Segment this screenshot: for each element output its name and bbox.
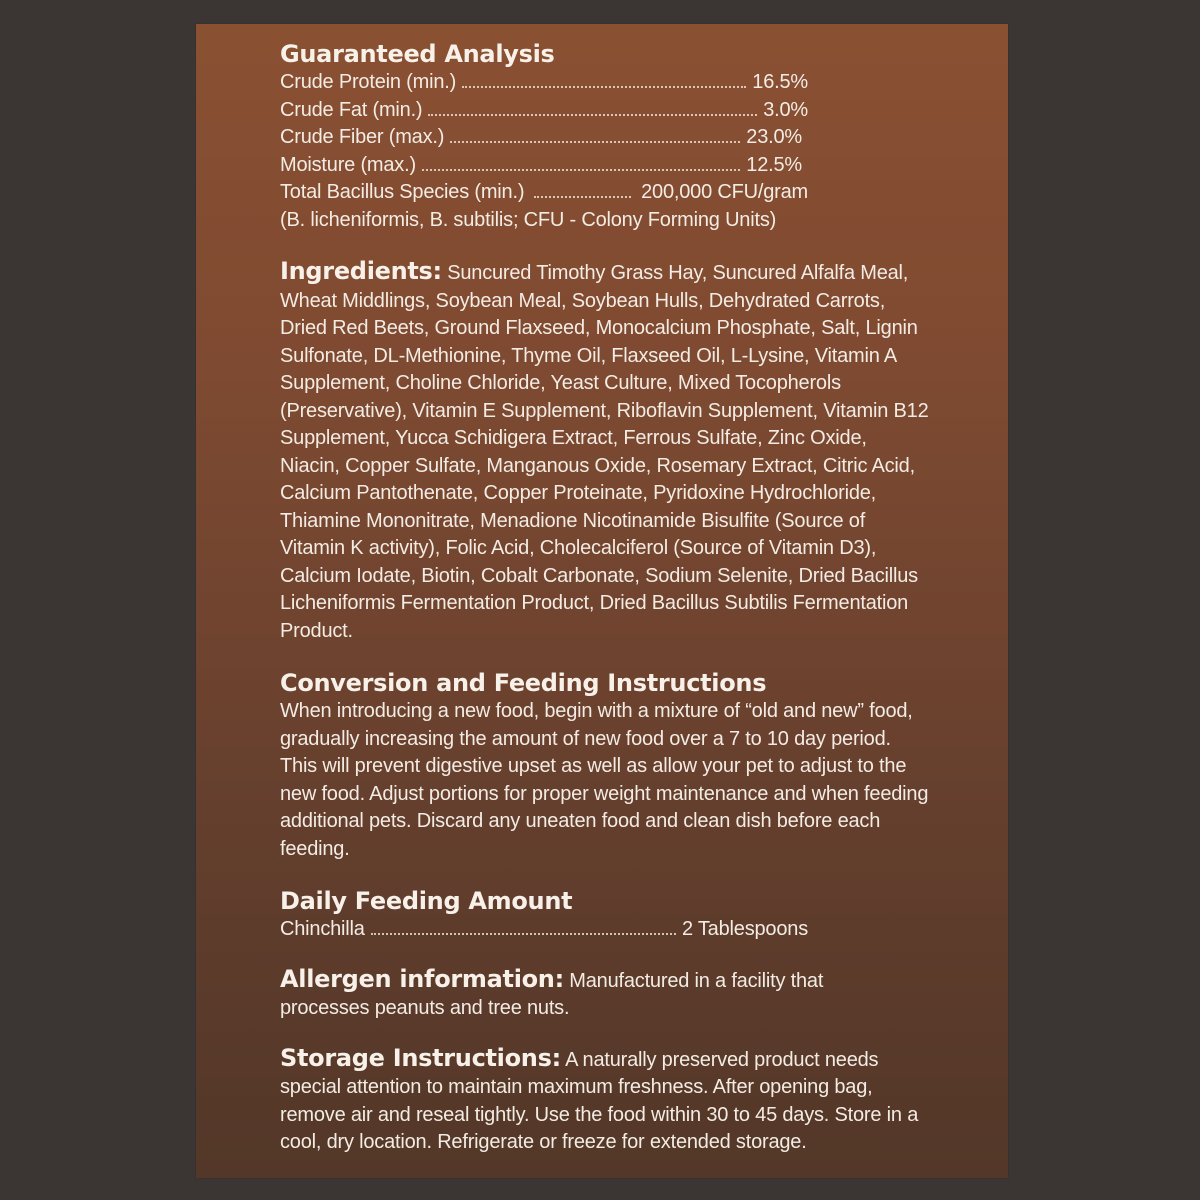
analysis-value: 200,000 CFU/gram bbox=[641, 181, 808, 203]
conversion-text: When introducing a new food, begin with a mixture of “old and new” food, gradually increasing the amount of new food over a 7 to 10 day period. This will prevent digestive upset as well as allow your pet to adjust to the new food. Adjust portions for proper weight maintenance and when feeding additional pets. Discard any uneaten food and clean dish before each feeding. bbox=[280, 700, 929, 860]
allergen-text: Manufactured in a facility that processes peanuts and tree nuts. bbox=[280, 969, 824, 1019]
analysis-row-fiber bbox=[280, 124, 802, 152]
analysis-row-fat bbox=[280, 97, 808, 125]
conversion-heading: Conversion and Feeding Instructions bbox=[280, 669, 767, 697]
guaranteed-analysis-section bbox=[280, 40, 930, 234]
analysis-row-bacillus bbox=[280, 179, 808, 207]
leader-dots bbox=[422, 169, 740, 171]
ingredients-paragraph bbox=[280, 258, 930, 645]
feeding-label: Chinchilla bbox=[280, 918, 365, 940]
leader-dots bbox=[371, 933, 676, 935]
leader-dots bbox=[450, 141, 740, 143]
leader-dots bbox=[534, 196, 631, 198]
daily-feeding-section bbox=[280, 887, 930, 944]
conversion-section bbox=[280, 669, 930, 863]
analysis-note: (B. licheniformis, B. subtilis; CFU - Colony Forming Units) bbox=[280, 208, 777, 231]
analysis-row-protein bbox=[280, 69, 808, 97]
leader-dots bbox=[462, 86, 746, 88]
analysis-row-moisture bbox=[280, 152, 802, 180]
analysis-value: 16.5% bbox=[752, 71, 808, 93]
allergen-section bbox=[280, 966, 930, 1023]
label-content bbox=[280, 40, 930, 1183]
allergen-paragraph bbox=[280, 966, 840, 1023]
allergen-heading: Allergen information: bbox=[280, 964, 564, 993]
ingredients-heading: Ingredients: bbox=[280, 257, 442, 285]
label-panel bbox=[196, 24, 1008, 1178]
analysis-label: Moisture (max.) bbox=[280, 153, 416, 176]
analysis-label: Crude Fiber (max.) bbox=[280, 126, 445, 148]
feeding-value: 2 Tablespoons bbox=[681, 918, 808, 940]
analysis-label: Crude Protein (min.) bbox=[280, 71, 457, 93]
analysis-value: 23.0% bbox=[746, 126, 802, 148]
storage-paragraph bbox=[280, 1045, 930, 1157]
storage-section bbox=[280, 1045, 930, 1157]
daily-feeding-heading: Daily Feeding Amount bbox=[280, 887, 573, 915]
analysis-value: 12.5% bbox=[746, 153, 802, 176]
analysis-label: Total Bacillus Species (min.) bbox=[280, 181, 525, 203]
storage-text: A naturally preserved product needs special attention to maintain maximum freshness. After opening bag, remove air and reseal tightly. Use the food within 30 to 45 days. Store in a cool, dry location. Refrigerate or freeze for extended storage. bbox=[280, 1048, 919, 1153]
guaranteed-analysis-heading: Guaranteed Analysis bbox=[280, 40, 555, 68]
leader-dots bbox=[428, 114, 757, 116]
ingredients-text: Suncured Timothy Grass Hay, Suncured Alfalfa Meal, Wheat Middlings, Soybean Meal, Soybean Hulls, Dehydrated Carrots, Dried Red Beets, Ground Flaxseed, Monocalcium Phosphate, Salt, Lignin Sulfonate, DL-Methionine, Thyme Oil, Flaxseed Oil, L-Lysine, Vitamin A Supplement, Choline Chloride, Yeast Culture, Mixed Tocopherols (Preservative), Vitamin E Supplement, Riboflavin Supplement, Vitamin B12 Supplement, Yucca Schidigera Extract, Ferrous Sulfate, Zinc Oxide, Niacin, Copper Sulfate, Manganous Oxide, Rosemary Extract, Citric Acid, Calcium Pantothenate, Copper Proteinate, Pyridoxine Hydrochloride, Thiamine Mononitrate, Menadione Nicotinamide Bisulfite (Source of Vitamin K activity), Folic Acid, Cholecalciferol (Source of Vitamin D3), Calcium Iodate, Biotin, Cobalt Carbonate, Sodium Selenite, Dried Bacillus Licheniformis Fermentation Product, Dried Bacillus Subtilis Fermentation Product. bbox=[280, 262, 929, 642]
storage-heading: Storage Instructions: bbox=[280, 1043, 561, 1072]
ingredients-section bbox=[280, 258, 930, 645]
feeding-row-chinchilla bbox=[280, 916, 808, 944]
analysis-label: Crude Fat (min.) bbox=[280, 98, 423, 121]
analysis-value: 3.0% bbox=[763, 98, 808, 121]
